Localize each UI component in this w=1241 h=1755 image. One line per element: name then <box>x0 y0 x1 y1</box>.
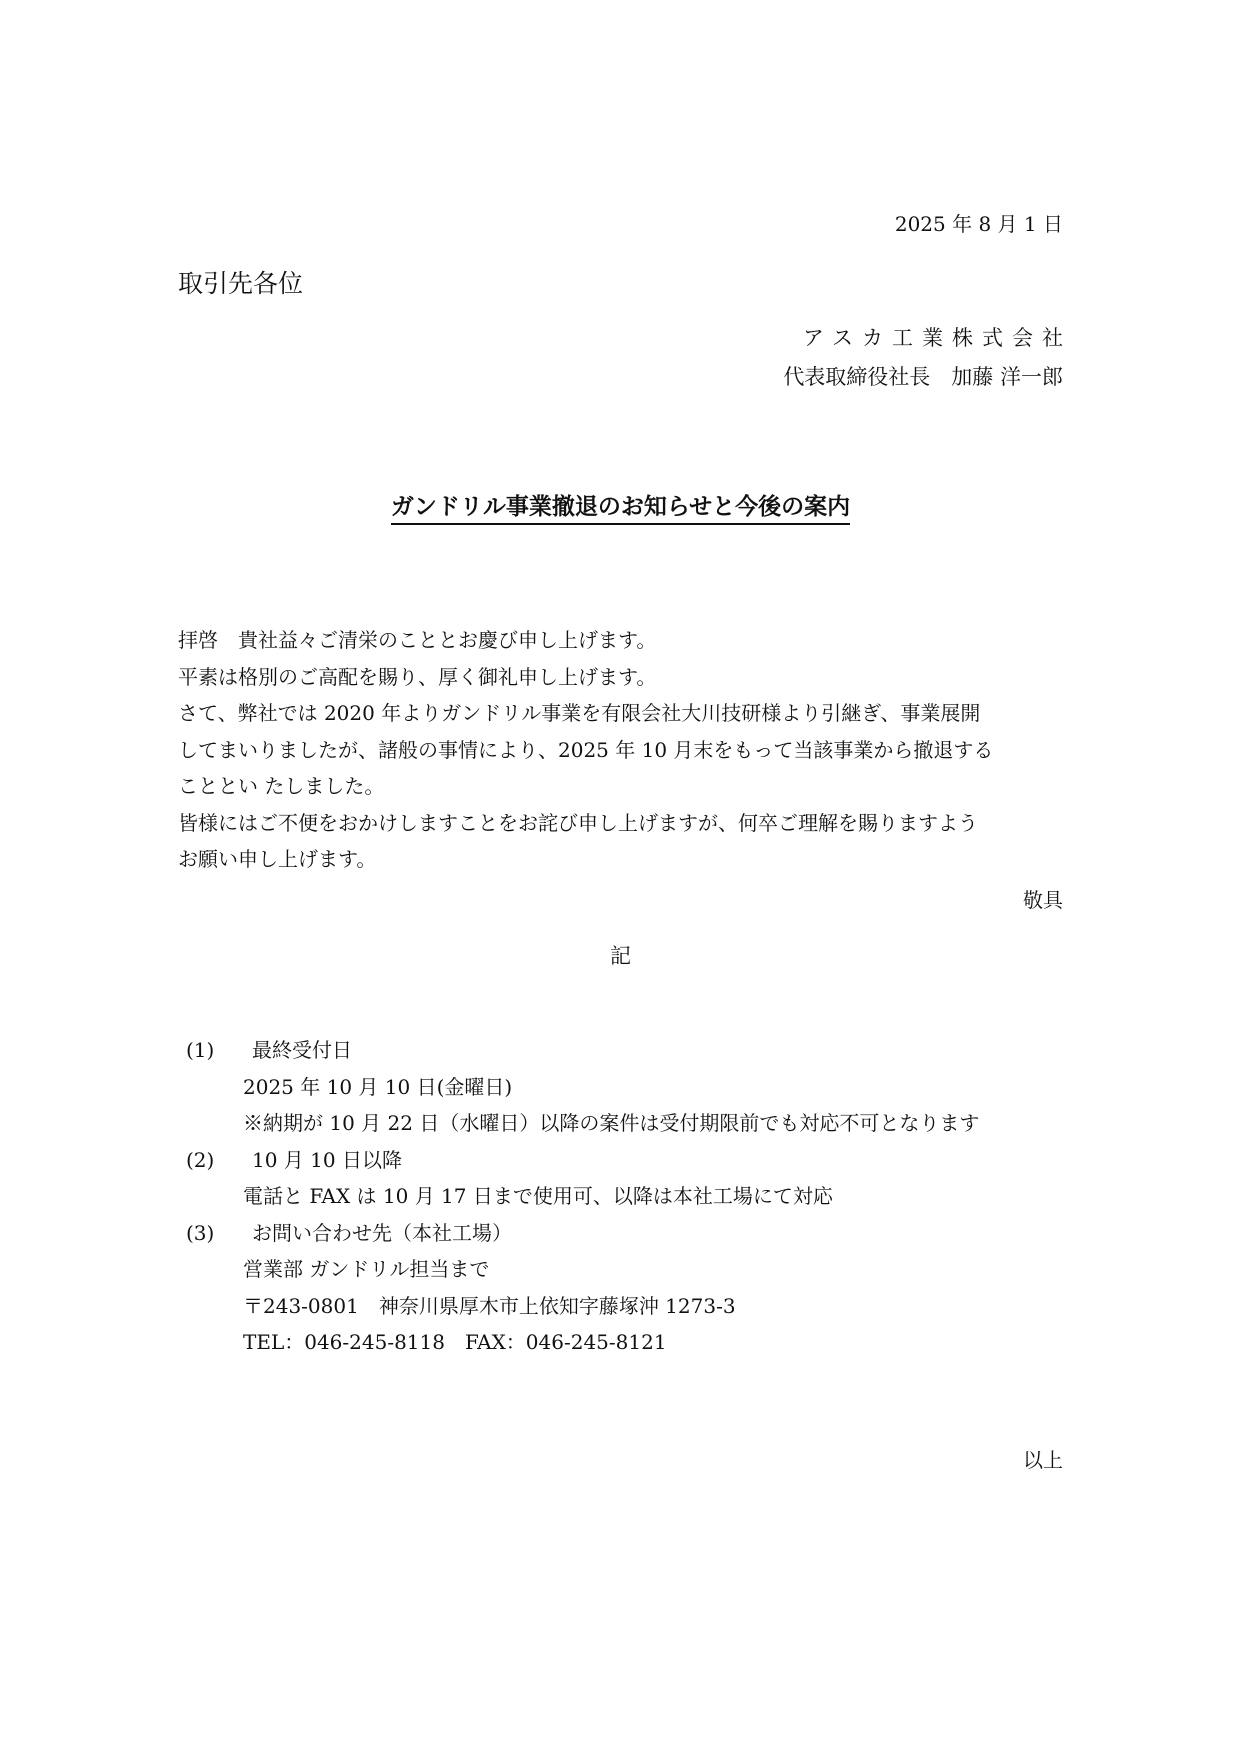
list-item <box>186 1215 979 1252</box>
item-detail: 〒243-0801 神奈川県厚木市上依知字藤塚沖 1273-3 <box>243 1293 736 1318</box>
item-heading: 最終受付日 <box>252 1038 352 1062</box>
sender-company: アスカ工業株式会社 <box>802 326 1072 350</box>
item-detail: TEL：046-245-8118 FAX：046-245-8121 <box>243 1330 667 1354</box>
list-item <box>186 1142 979 1179</box>
sender-representative: 代表取締役社長 加藤 洋一郎 <box>783 365 1063 389</box>
letter-body <box>178 622 1063 878</box>
body-line: お願い申し上げます。 <box>178 847 377 871</box>
list-item <box>186 1032 979 1069</box>
item-detail: 電話と FAX は 10 月 17 日まで使用可、以降は本社工場にて対応 <box>243 1184 833 1208</box>
document-title-text: ガンドリル事業撤退のお知らせと今後の案内 <box>391 493 850 525</box>
body-line: こととい たしました。 <box>178 774 385 798</box>
item-number: (2) <box>186 1147 215 1172</box>
item-number: (1) <box>186 1038 215 1062</box>
letter-date: 2025 年 8 月 1 日 <box>894 212 1063 236</box>
body-line: 平素は格別のご高配を賜り、厚く御礼申し上げます。 <box>178 664 657 689</box>
item-heading: 10 月 10 日以降 <box>252 1147 402 1172</box>
item-number: (3) <box>186 1220 215 1245</box>
item-detail: 2025 年 10 月 10 日(金曜日) <box>243 1074 513 1099</box>
body-line: さて、弊社では 2020 年よりガンドリル事業を有限会社大川技研様より引継ぎ、事業展開 <box>178 701 981 725</box>
recipient: 取引先各位 <box>178 269 304 298</box>
item-detail: ※納期が 10 月 22 日（水曜日）以降の案件は受付期限前でも対応不可となります <box>243 1111 980 1135</box>
item-detail: 営業部 ガンドリル担当まで <box>243 1257 490 1281</box>
ki-heading: 記 <box>610 944 631 968</box>
item-list <box>186 1032 979 1361</box>
body-line: してまいりましたが、諸般の事情により、2025 年 10 月末をもって当該事業から撤退する <box>178 737 994 762</box>
closing-ijou: 以上 <box>1023 1448 1063 1472</box>
body-line: 拝啓 貴社益々ご清栄のこととお慶び申し上げます。 <box>178 628 657 652</box>
item-heading: お問い合わせ先（本社工場） <box>252 1220 512 1245</box>
closing-keigu: 敬具 <box>1023 888 1063 912</box>
body-line: 皆様にはご不便をおかけしますことをお詫び申し上げますが、何卒ご理解を賜りますよう <box>178 810 978 835</box>
document-title <box>0 488 1241 521</box>
